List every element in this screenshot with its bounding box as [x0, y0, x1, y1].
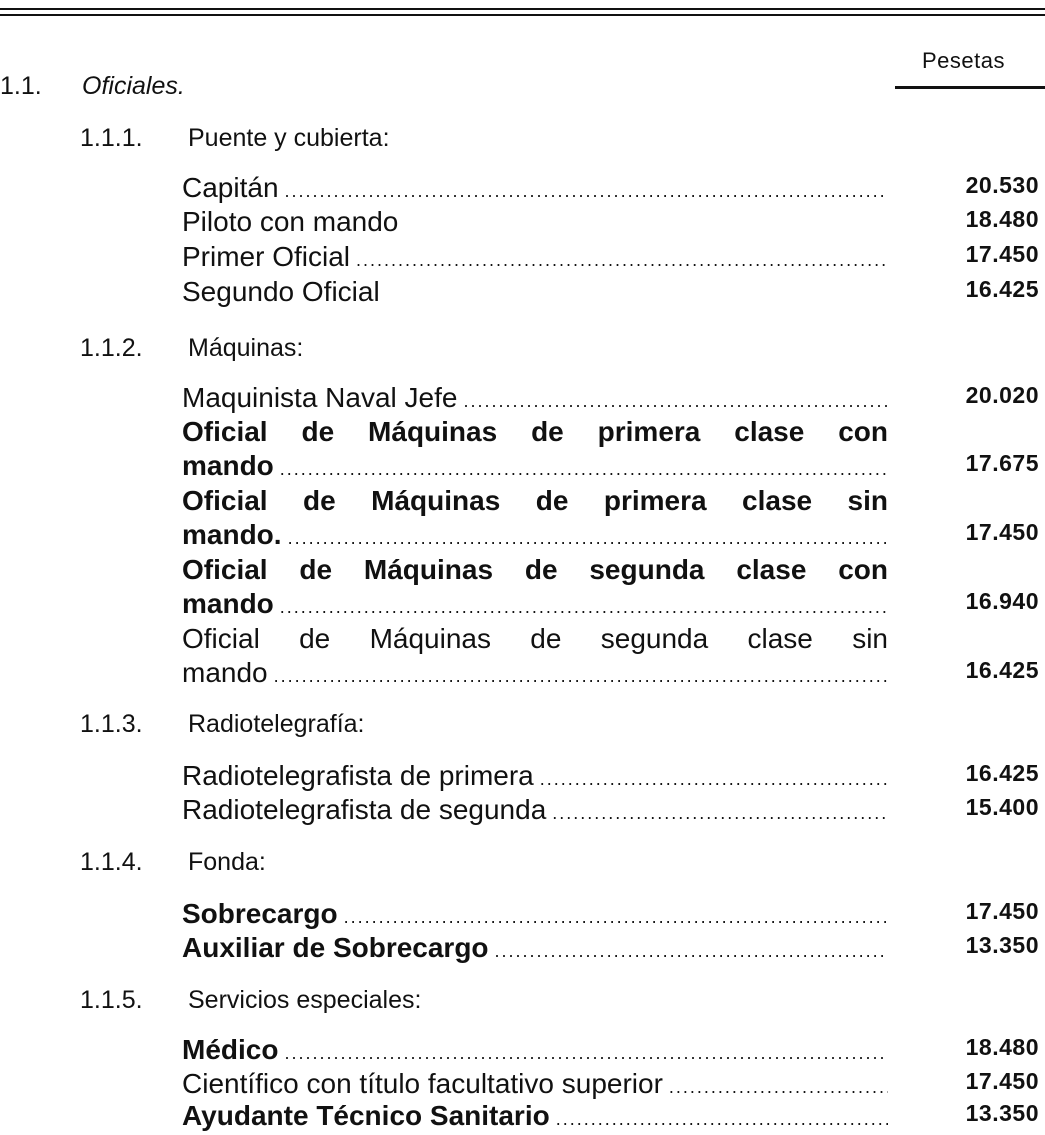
leader-dots — [556, 1109, 888, 1130]
item-label: mando — [182, 450, 274, 481]
item-value: 16.425 — [965, 276, 1039, 302]
item-label: Maquinista Naval Jefe — [182, 382, 458, 413]
column-header-pesetas: Pesetas — [922, 48, 1005, 73]
item-label-line1: Oficial de Máquinas de primera clase sin — [182, 485, 888, 516]
item-value: 13.350 — [965, 932, 1039, 958]
item-value: 17.450 — [965, 519, 1039, 545]
leader-dots — [274, 666, 888, 687]
item-label: Capitán — [182, 172, 279, 203]
subsection-number: 1.1.1. — [80, 124, 143, 152]
item-label: Ayudante Técnico Sanitario — [182, 1100, 550, 1131]
item-label: Segundo Oficial — [182, 276, 380, 307]
item-value: 16.940 — [965, 588, 1039, 614]
item-value: 20.530 — [965, 172, 1039, 198]
item-value: 20.020 — [965, 382, 1039, 408]
leader-dots — [285, 181, 888, 202]
leader-dots — [463, 391, 888, 412]
leader-dots — [495, 941, 888, 962]
item-value: 16.425 — [965, 657, 1039, 683]
subsection-title: Servicios especiales: — [188, 986, 422, 1014]
subsection-number: 1.1.3. — [80, 710, 143, 738]
leader-dots — [540, 769, 888, 790]
item-value: 17.450 — [965, 1068, 1039, 1094]
leader-dots — [552, 803, 888, 824]
list-item — [0, 172, 1045, 206]
leader-dots — [280, 597, 888, 618]
leader-dots — [669, 1077, 888, 1098]
item-label: mando. — [182, 519, 282, 550]
subsection-heading — [0, 124, 1045, 158]
item-value: 13.350 — [965, 1100, 1039, 1126]
subsection-title: Máquinas: — [188, 334, 304, 362]
section-title: Oficiales. — [82, 72, 185, 100]
item-value: 18.480 — [965, 1034, 1039, 1060]
item-label: Radiotelegrafista de primera — [182, 760, 534, 791]
item-label-line1: Oficial de Máquinas de primera clase con — [182, 416, 888, 447]
list-item — [0, 416, 1045, 484]
leader-dots — [288, 528, 888, 549]
list-item — [0, 382, 1045, 416]
subsection-heading — [0, 986, 1045, 1020]
list-item — [0, 794, 1045, 828]
item-label: Sobrecargo — [182, 898, 338, 929]
subsection-title: Fonda: — [188, 848, 266, 876]
list-item — [0, 1068, 1045, 1102]
subsection-number: 1.1.2. — [80, 334, 143, 362]
item-value: 16.425 — [965, 760, 1039, 786]
item-label-line1: Oficial de Máquinas de segunda clase con — [182, 554, 888, 585]
column-header-underline — [895, 86, 1045, 89]
leader-dots — [280, 459, 888, 480]
list-item — [0, 760, 1045, 794]
subsection-heading — [0, 710, 1045, 744]
section-number: 1.1. — [0, 72, 42, 100]
list-item — [0, 898, 1045, 932]
list-item — [0, 241, 1045, 275]
subsection-number: 1.1.4. — [80, 848, 143, 876]
item-label: Científico con título facultativo superior — [182, 1068, 663, 1099]
list-item — [0, 932, 1045, 966]
item-label: Piloto con mando — [182, 206, 399, 237]
item-value: 17.675 — [965, 450, 1039, 476]
item-label: Radiotelegrafista de segunda — [182, 794, 547, 825]
leader-dots — [284, 1043, 888, 1064]
item-value: 15.400 — [965, 794, 1039, 820]
subsection-title: Radiotelegrafía: — [188, 710, 365, 738]
list-item — [0, 1100, 1045, 1134]
item-label-line1: Oficial de Máquinas de segunda clase sin — [182, 623, 888, 654]
item-value: 17.450 — [965, 241, 1039, 267]
item-label: Primer Oficial — [182, 241, 351, 272]
list-item — [0, 276, 1045, 310]
top-rule — [0, 14, 1045, 16]
item-label: Auxiliar de Sobrecargo — [182, 932, 489, 963]
list-item — [0, 485, 1045, 553]
list-item — [0, 1034, 1045, 1068]
subsection-title: Puente y cubierta: — [188, 124, 390, 152]
item-label: Médico — [182, 1034, 279, 1065]
list-item — [0, 554, 1045, 622]
subsection-heading — [0, 334, 1045, 368]
leader-dots — [344, 907, 888, 928]
list-item — [0, 206, 1045, 240]
item-label: mando — [182, 657, 268, 688]
leader-dots — [356, 250, 888, 271]
list-item — [0, 623, 1045, 691]
item-value: 17.450 — [965, 898, 1039, 924]
item-label: mando — [182, 588, 274, 619]
subsection-number: 1.1.5. — [80, 986, 143, 1014]
item-value: 18.480 — [965, 206, 1039, 232]
top-rule — [0, 8, 1045, 10]
subsection-heading — [0, 848, 1045, 882]
